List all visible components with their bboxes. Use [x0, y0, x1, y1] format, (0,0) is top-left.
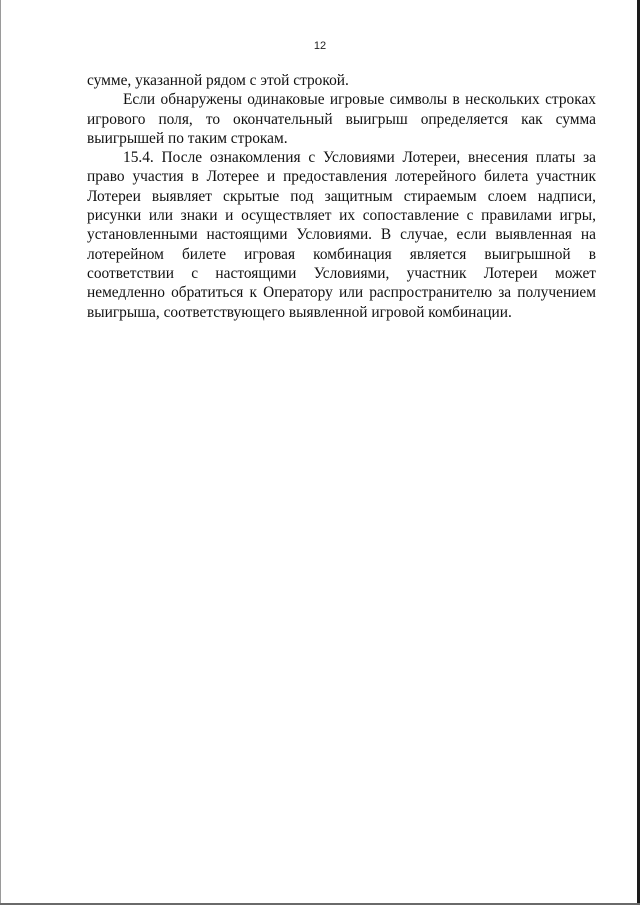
- paragraph-15-4: 15.4. После ознакомления с Условиями Лотереи, внесения платы за право участия в Лотерее и предоставления лотерейного билета участник Лотереи выявляет скрытые под защитным стираемым слоем надписи, рисунки или знаки и осуществляет их сопоставление с правилами игры, установленными настоящими Условиями. В случае, если выявленная на лотерейном билете игровая комбинация является выигрышной в соответствии с настоящими Условиями, участник Лотереи может немедленно обратиться к Оператору или распространителю за получением выигрыша, соответствующего выявленной игровой комбинации.: [87, 149, 596, 321]
- scan-edge-left: [0, 0, 1, 905]
- paragraph-identical-symbols: Если обнаружены одинаковые игровые символы в нескольких строках игрового поля, то окончательный выигрыш определяется как сумма выигрышей по таким строкам.: [87, 91, 596, 147]
- page-number: 12: [313, 40, 327, 52]
- paragraph-continuation: сумме, указанной рядом с этой строкой.: [87, 72, 349, 89]
- document-body: [87, 71, 596, 322]
